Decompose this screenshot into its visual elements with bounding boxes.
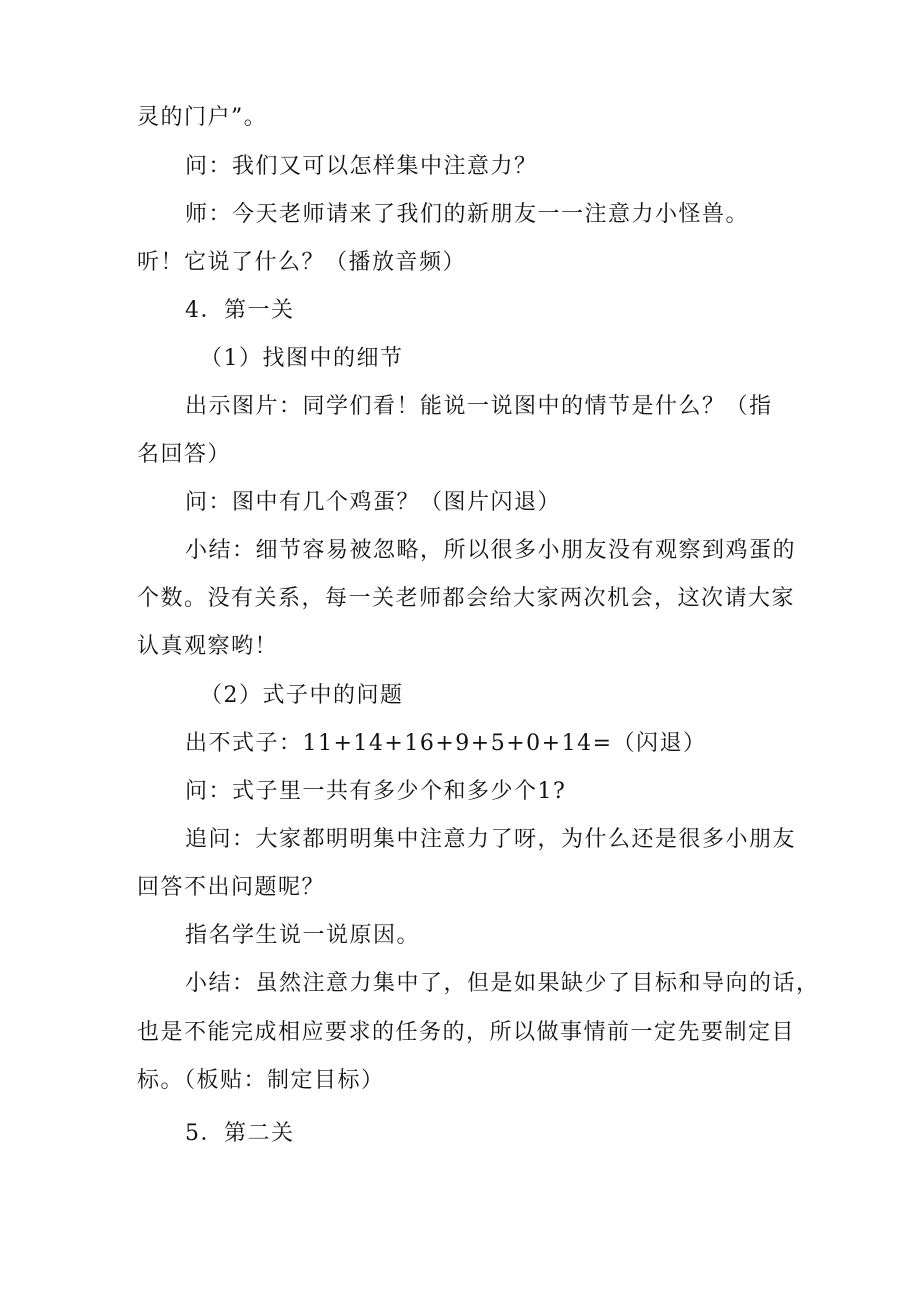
text-line: 问：我们又可以怎样集中注意力？ [185,154,538,179]
subsection-heading: （2）式子中的问题 [200,683,404,708]
text-line: 追问：大家都明明集中注意力了呀，为什么还是很多小朋友 [185,827,797,852]
text-line: 灵的门户”。 [137,105,268,130]
text-line: 师：今天老师请来了我们的新朋友一一注意力小怪兽。 [185,202,750,227]
section-heading: 5．第二关 [185,1121,295,1146]
text-line: 指名学生说一说原因。 [185,923,421,948]
text-line: 小结：虽然注意力集中了，但是如果缺少了目标和导向的话， [185,971,820,996]
text-line: 个数。没有关系，每一关老师都会给大家两次机会，这次请大家 [137,586,796,611]
subsection-heading: （1）找图中的细节 [200,346,404,371]
text-line: 名回答） [137,442,232,467]
text-line: 回答不出问题呢？ [137,875,326,900]
text-line: 出示图片：同学们看！能说一说图中的情节是什么？（指 [185,394,773,419]
text-line: 标。（板贴：制定目标） [137,1068,385,1093]
section-heading: 4．第一关 [185,298,295,323]
text-line: 小结：细节容易被忽略，所以很多小朋友没有观察到鸡蛋的 [185,538,797,563]
text-line: 问：式子里一共有多少个和多少个1? [185,779,567,804]
text-line: 认真观察哟！ [137,634,279,659]
text-line: 问：图中有几个鸡蛋？（图片闪退） [185,490,562,515]
text-line: 出不式子：11+14+16+9+5+0+14=（闪退） [185,731,707,756]
text-line: 听！它说了什么？（播放音频） [137,250,467,275]
text-line: 也是不能完成相应要求的任务的，所以做事情前一定先要制定目 [137,1020,796,1045]
